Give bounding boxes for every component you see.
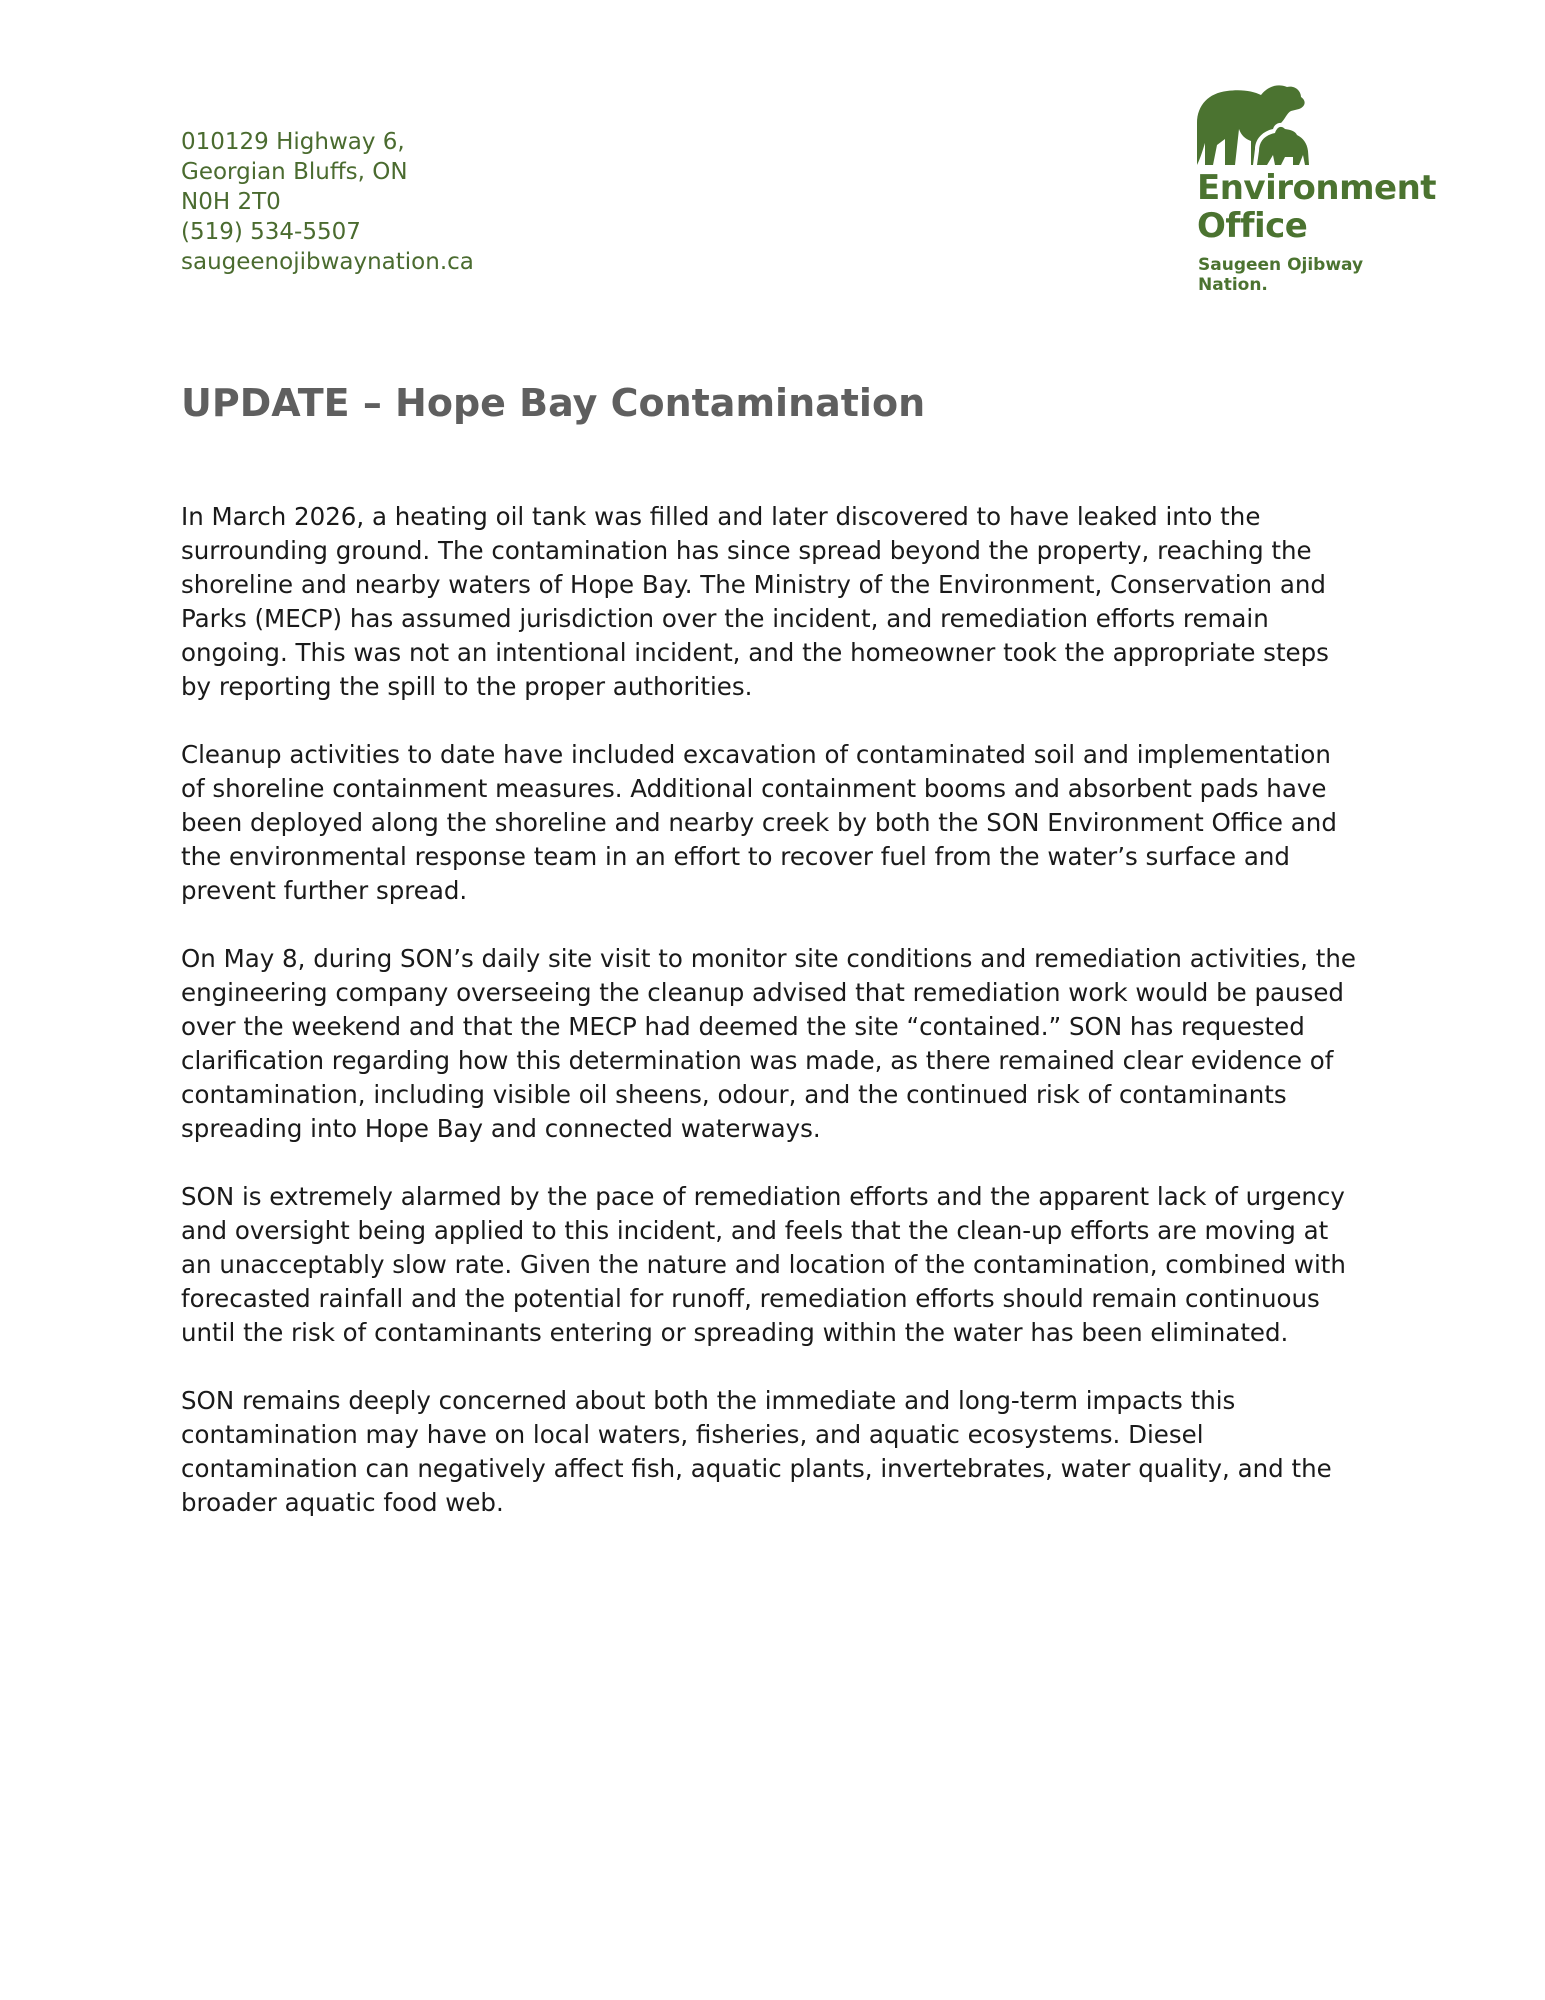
bear-family-icon [1195, 83, 1315, 169]
paragraph-1: In March 2026, a heating oil tank was filled and later discovered to have leaked into the surrounding ground. The contamination has since spread beyond the property, reaching the shoreline and nearby waters of Hope Bay. The Ministry of the Environment, Conservation and Parks (MECP) has assumed jurisdiction over the incident, and remediation efforts remain ongoing. This was not an intentional incident, and the homeowner took the appropriate steps by reporting the spill to the proper authorities. [181, 502, 1329, 701]
paragraph-2: Cleanup activities to date have included excavation of contaminated soil and implementation of shoreline containment measures. Additional containment booms and absorbent pads have been deployed along the shoreline and nearby creek by both the SON Environment Office and the environmental response team in an effort to recover fuel from the water’s surface and prevent further spread. [181, 740, 1337, 905]
address-website: saugeenojibwaynation.ca [181, 249, 474, 275]
address-city: Georgian Bluffs, ON [181, 159, 408, 185]
logo-subtitle-line-1: Saugeen Ojibway [1198, 255, 1364, 275]
paragraph-5: SON remains deeply concerned about both the immediate and long-term impacts this contamination may have on local waters, fisheries, and aquatic ecosystems. Diesel contamination can negatively affect fish, aquatic plants, invertebrates, water quality, and the broader aquatic food web. [181, 1386, 1332, 1517]
logo-title [1197, 169, 1436, 245]
contact-address-block [181, 127, 474, 277]
logo-subtitle [1198, 255, 1363, 295]
address-street: 010129 Highway 6, [181, 129, 405, 155]
logo-subtitle-line-2: Nation. [1198, 275, 1268, 295]
paragraph-3: On May 8, during SON’s daily site visit to monitor site conditions and remediation activities, the engineering company overseeing the cleanup advised that remediation work would be paused over the weekend and that the MECP had deemed the site “contained.” SON has requested clarification regarding how this determination was made, as there remained clear evidence of contamination, including visible oil sheens, odour, and the continued risk of contaminants spreading into Hope Bay and connected waterways. [181, 944, 1356, 1143]
logo-title-line-1: Environment [1197, 168, 1437, 208]
logo-title-line-2: Office [1197, 206, 1308, 246]
environment-office-logo [1195, 83, 1455, 303]
document-title: UPDATE – Hope Bay Contamination [181, 381, 926, 425]
document-body [181, 500, 1359, 1554]
address-phone: (519) 534-5507 [181, 219, 361, 245]
paragraph-4: SON is extremely alarmed by the pace of remediation efforts and the apparent lack of urgency and oversight being applied to this incident, and feels that the clean-up efforts are moving at an unacceptably slow rate. Given the nature and location of the contamination, combined with forecasted rainfall and the potential for runoff, remediation efforts should remain continuous until the risk of contaminants entering or spreading within the water has been eliminated. [181, 1182, 1346, 1347]
address-postal-code: N0H 2T0 [181, 189, 281, 215]
